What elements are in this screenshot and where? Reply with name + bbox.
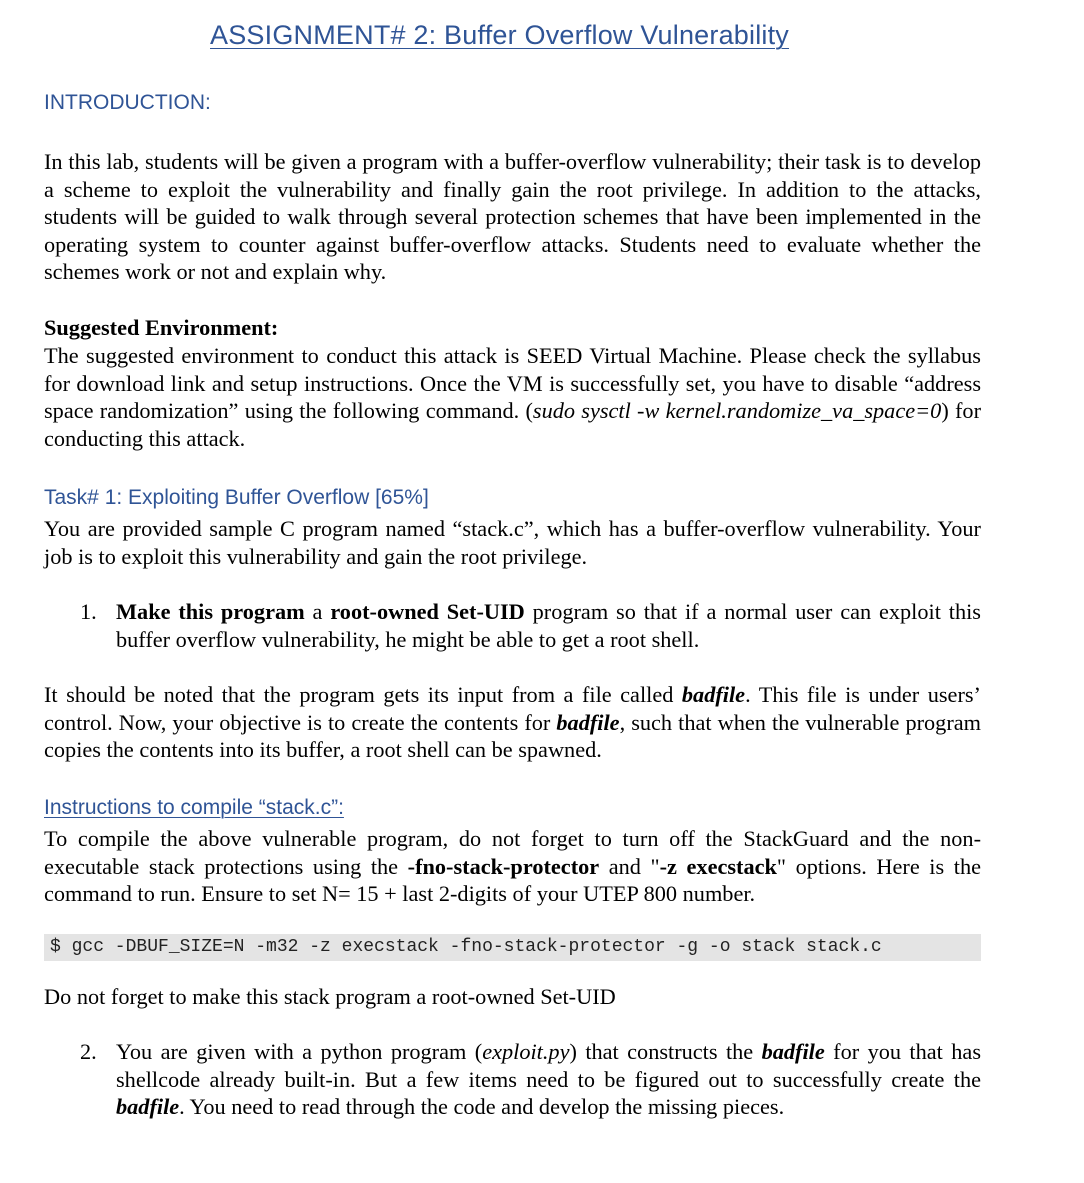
list-item-2 — [80, 1038, 981, 1121]
list-number-1: 1. — [80, 599, 97, 624]
item2-text-3: for you that has shellcode already built-in. But a few items need to be figured out to successfully create the — [116, 1039, 981, 1092]
compile-text-3: " options. Here is the command to run. Ensure to set N= 15 + last 2-digits of your UTEP 800 number. — [44, 853, 981, 907]
item2-text-2: ) that constructs the — [569, 1039, 762, 1064]
randomization-command: sudo sysctl -w kernel.randomize_va_space=0 — [532, 398, 942, 424]
environment-heading: Suggested Environment: — [44, 315, 279, 340]
compile-heading: Instructions to compile “stack.c”: — [44, 796, 344, 819]
list-item-1 — [80, 598, 981, 653]
setuid-note: Do not forget to make this stack program a root-owned Set-UID — [44, 984, 616, 1009]
introduction-paragraph: In this lab, students will be given a program with a buffer-overflow vulnerability; their task is to develop a scheme to exploit the vulnerability and finally gain the root privilege. In addition to the attacks, students will be guided to walk through several protection schemes that have been implemented in the operating system to counter against buffer-overflow attacks. Students need to evaluate whether the schemes work or not and explain why. — [44, 149, 981, 285]
badfile-term: badfile — [681, 682, 746, 707]
environment-text-1: The suggested environment to conduct this attack is SEED Virtual Machine. Please check the syllabus for download link and setup instructions. Once the VM is successfully set, you have to disable “address space randomization” using the following command. ( — [44, 343, 981, 424]
item1-bold-2: root-owned Set-UID — [330, 599, 525, 624]
list-item-1-text — [116, 598, 981, 653]
badfile-text-2: . This file is under users’ control. Now, your objective is to create the contents for — [44, 682, 981, 735]
exploit-file-name: exploit.py — [482, 1039, 570, 1064]
item1-text-1: a — [304, 599, 331, 624]
list-item-2-text — [116, 1038, 981, 1121]
badfile-text-3: , such that when the vulnerable program copies the contents into its buffer, a root shell can be spawned. — [44, 709, 981, 763]
introduction-heading: INTRODUCTION: — [44, 91, 211, 114]
compile-command-code: $ gcc -DBUF_SIZE=N -m32 -z execstack -fno-stack-protector -g -o stack stack.c — [44, 934, 981, 961]
item2-text-4: . You need to read through the code and develop the missing pieces. — [179, 1094, 785, 1120]
item2-badfile: badfile — [761, 1039, 825, 1064]
task1-heading: Task# 1: Exploiting Buffer Overflow [65%] — [44, 486, 429, 509]
item1-bold-1: Make this program — [116, 599, 305, 624]
badfile-term-2: badfile — [556, 709, 620, 735]
task1-paragraph: You are provided sample C program named “stack.c”, which has a buffer-overflow vulnerability. Your job is to exploit this vulnerability and gain the root privilege. — [44, 516, 981, 569]
environment-paragraph — [44, 342, 981, 452]
compile-text-2: and " — [599, 853, 660, 879]
item2-text-1: You are given with a python program ( — [116, 1039, 483, 1064]
badfile-text-1: It should be noted that the program gets its input from a file called — [44, 682, 682, 707]
flag-execstack: -z execstack — [659, 853, 777, 879]
badfile-paragraph — [44, 681, 981, 764]
flag-no-stack-protector: -fno-stack-protector — [407, 853, 600, 879]
item1-text-2: program so that if a normal user can exploit this buffer overflow vulnerability, he might be able to get a root shell. — [116, 599, 981, 652]
item2-badfile-2: badfile — [116, 1094, 180, 1120]
page-title: ASSIGNMENT# 2: Buffer Overflow Vulnerability — [210, 20, 790, 50]
environment-text-2: ) for conducting this attack. — [44, 398, 982, 451]
compile-text-1: To compile the above vulnerable program, do not forget to turn off the StackGuard and the non-executable stack protections using the — [44, 826, 981, 879]
compile-paragraph — [44, 825, 981, 908]
list-number-2: 2. — [80, 1039, 97, 1064]
